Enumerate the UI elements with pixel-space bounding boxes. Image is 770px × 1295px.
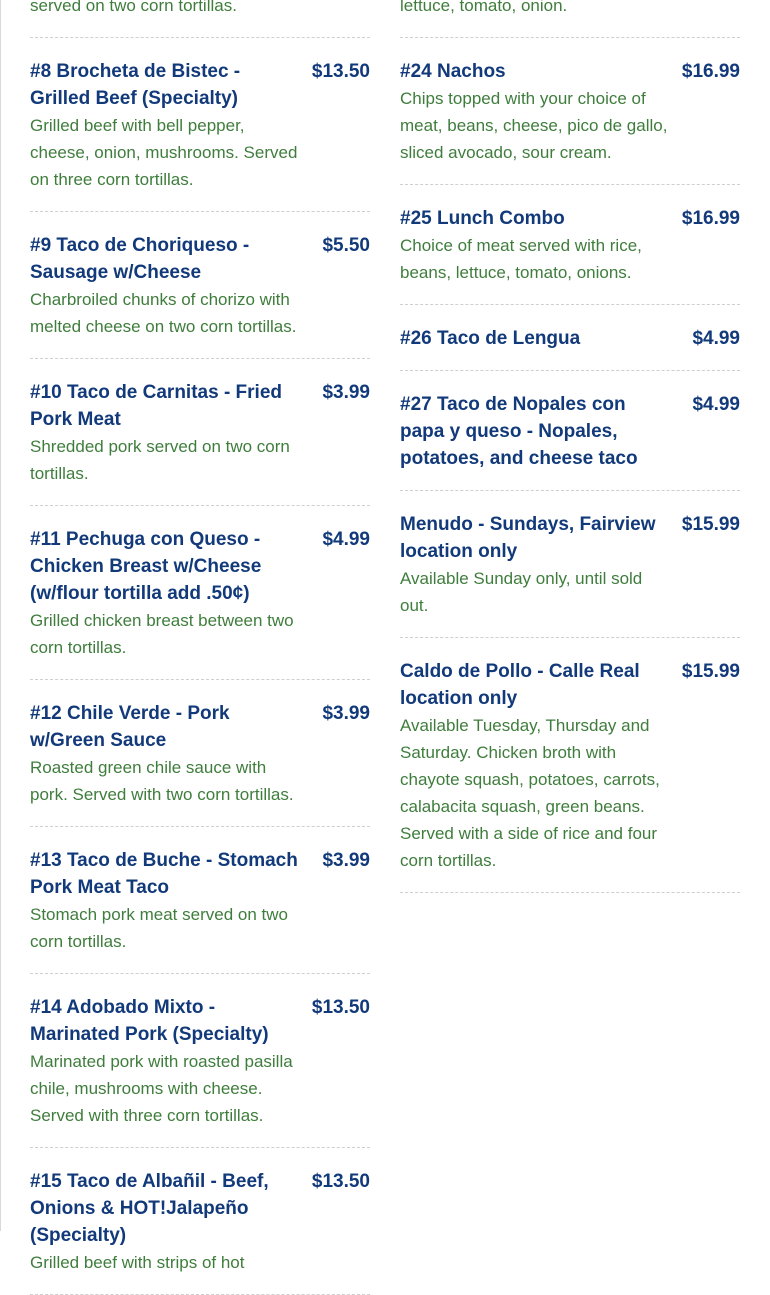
menu-item-description: Marinated pork with roasted pasilla chile, mushrooms with cheese. Served with three corn tortillas. xyxy=(30,1052,293,1125)
menu-column-right xyxy=(400,0,740,893)
menu-item-description: lettuce, tomato, onion. xyxy=(400,0,568,15)
menu-item xyxy=(400,38,740,185)
menu-item-price: $3.99 xyxy=(322,382,370,403)
menu-item-price: $16.99 xyxy=(681,208,740,229)
menu-item-description: served on two corn tortillas. xyxy=(30,0,237,15)
menu-item-description: Choice of meat served with rice, beans, lettuce, tomato, onions. xyxy=(400,236,642,282)
menu-item xyxy=(30,1148,370,1295)
menu-item-price: $4.99 xyxy=(692,328,740,349)
menu-item xyxy=(30,680,370,827)
menu-item-name: #11 Pechuga con Queso - Chicken Breast w/Cheese (w/flour tortilla add .50¢) xyxy=(30,529,262,604)
menu-item xyxy=(400,371,740,491)
menu-item-description: Grilled beef with strips of hot xyxy=(30,1253,245,1272)
menu-item xyxy=(30,359,370,506)
menu-item xyxy=(30,0,370,38)
menu-item xyxy=(400,638,740,893)
menu-item-price: $5.50 xyxy=(322,235,370,256)
menu-item-name: #10 Taco de Carnitas - Fried Pork Meat xyxy=(30,382,283,430)
menu-item-name: #13 Taco de Buche - Stomach Pork Meat Taco xyxy=(30,850,298,898)
menu-item-description: Available Tuesday, Thursday and Saturday. Chicken broth with chayote squash, potatoes, carrots, calabacita squash, green beans. Served with a side of rice and four corn tortillas. xyxy=(400,716,660,870)
menu-item-price: $15.99 xyxy=(681,661,740,682)
menu-item-price: $13.50 xyxy=(311,61,370,82)
menu-item-price: $4.99 xyxy=(322,529,370,550)
menu-item-name: #25 Lunch Combo xyxy=(400,208,565,229)
menu-item-price: $13.50 xyxy=(311,997,370,1018)
menu-item xyxy=(30,212,370,359)
menu-item xyxy=(30,827,370,974)
menu-item-name: #8 Brocheta de Bistec - Grilled Beef (Specialty) xyxy=(30,61,241,109)
menu-item-description: Grilled chicken breast between two corn tortillas. xyxy=(30,611,294,657)
menu-item-name: #12 Chile Verde - Pork w/Green Sauce xyxy=(30,703,230,751)
menu-item-description: Charbroiled chunks of chorizo with melted cheese on two corn tortillas. xyxy=(30,290,297,336)
menu-item xyxy=(400,0,740,38)
menu-item-name: #24 Nachos xyxy=(400,61,506,82)
menu-item-description: Available Sunday only, until sold out. xyxy=(400,569,643,615)
menu-item xyxy=(400,185,740,305)
menu-item-price: $16.99 xyxy=(681,61,740,82)
menu-item-price: $4.99 xyxy=(692,394,740,415)
menu-item-name: #27 Taco de Nopales con papa y queso - Nopales, potatoes, and cheese taco xyxy=(400,394,638,469)
menu-item-name: #15 Taco de Albañil - Beef, Onions & HOT!Jalapeño (Specialty) xyxy=(30,1171,269,1246)
menu-item xyxy=(400,305,740,371)
menu-item-description: Grilled beef with bell pepper, cheese, onion, mushrooms. Served on three corn tortillas. xyxy=(30,116,298,189)
menu-item-name: Caldo de Pollo - Calle Real location only xyxy=(400,661,640,709)
menu-item-name: #14 Adobado Mixto - Marinated Pork (Specialty) xyxy=(30,997,269,1045)
menu-item-name: #9 Taco de Choriqueso - Sausage w/Cheese xyxy=(30,235,250,283)
menu-item-name: #26 Taco de Lengua xyxy=(400,328,581,349)
menu-item-description: Chips topped with your choice of meat, beans, cheese, pico de gallo, sliced avocado, sour cream. xyxy=(400,89,668,162)
menu-item-description: Roasted green chile sauce with pork. Served with two corn tortillas. xyxy=(30,758,294,804)
menu-item xyxy=(400,491,740,638)
menu-column-left xyxy=(30,0,370,1295)
menu-item-price: $13.50 xyxy=(311,1171,370,1192)
menu-item-price: $3.99 xyxy=(322,703,370,724)
menu-item xyxy=(30,506,370,680)
page-left-border xyxy=(0,0,1,1231)
menu-item-name: Menudo - Sundays, Fairview location only xyxy=(400,514,656,562)
menu-item-description: Stomach pork meat served on two corn tortillas. xyxy=(30,905,288,951)
menu-item xyxy=(30,974,370,1148)
menu-item-price: $3.99 xyxy=(322,850,370,871)
menu-item xyxy=(30,38,370,212)
menu-item-description: Shredded pork served on two corn tortillas. xyxy=(30,437,290,483)
menu-item-price: $15.99 xyxy=(681,514,740,535)
